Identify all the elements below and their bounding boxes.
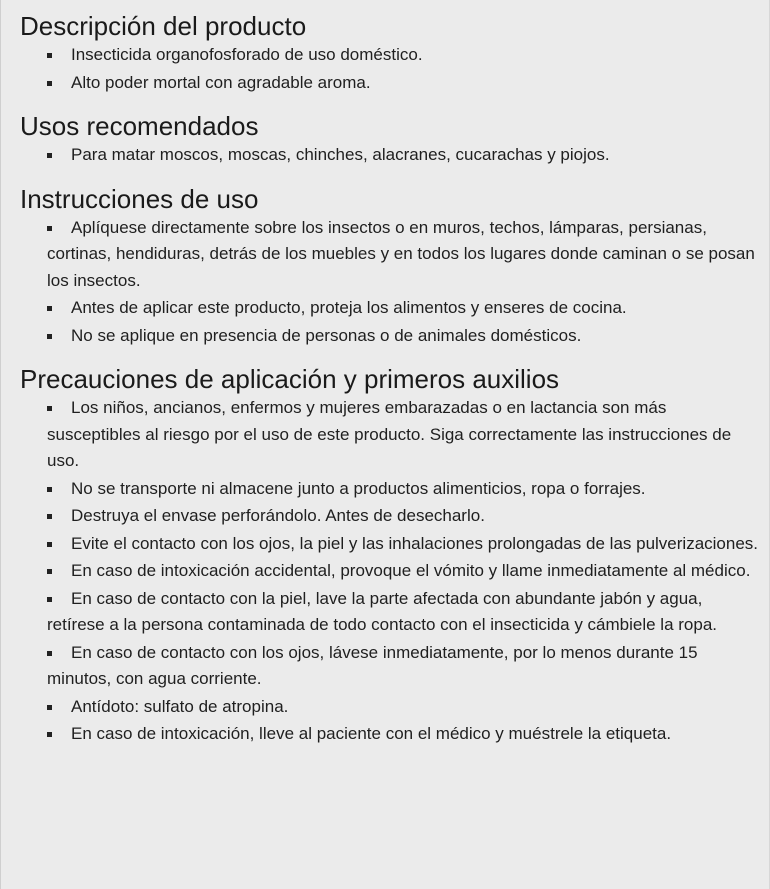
list-item-text: No se aplique en presencia de personas o de animales domésticos.: [71, 325, 582, 345]
square-bullet-icon: [47, 705, 52, 710]
list-item-text: Alto poder mortal con agradable aroma.: [71, 72, 371, 92]
square-bullet-icon: [47, 53, 52, 58]
square-bullet-icon: [47, 226, 52, 231]
list-item: [20, 640, 760, 693]
list-item-text: En caso de contacto con la piel, lave la parte afectada con abundante jabón y agua, retírese a la persona contaminada de todo contacto con el insecticida y cámbiele la ropa.: [47, 588, 718, 634]
section-title: Descripción del producto: [20, 11, 307, 41]
list-item-text: Insecticida organofosforado de uso doméstico.: [71, 45, 423, 64]
list-item: [20, 531, 760, 558]
page-left-border: [0, 0, 1, 889]
list-item-text: Antídoto: sulfato de atropina.: [71, 696, 289, 716]
section-recommended-uses: [20, 110, 760, 169]
square-bullet-icon: [47, 651, 52, 656]
product-document: [20, 10, 760, 749]
list-item-text: En caso de intoxicación, lleve al paciente con el médico y muéstrele la etiqueta.: [71, 724, 672, 743]
square-bullet-icon: [47, 569, 52, 574]
section-usage-instructions: [20, 183, 760, 350]
square-bullet-icon: [47, 732, 52, 737]
section-precautions-first-aid: [20, 363, 760, 748]
square-bullet-icon: [47, 406, 52, 411]
section-title: Instrucciones de uso: [20, 183, 259, 214]
list-item: [20, 215, 760, 295]
square-bullet-icon: [47, 153, 52, 158]
list-item: [20, 586, 760, 639]
list-item: [20, 295, 760, 322]
list-item-text: Evite el contacto con los ojos, la piel y las inhalaciones prolongadas de las pulverizaciones.: [71, 533, 759, 553]
list-item: [20, 503, 760, 530]
square-bullet-icon: [47, 334, 52, 339]
list-item: [20, 395, 760, 475]
list-item-text: No se transporte ni almacene junto a productos alimenticios, ropa o forrajes.: [71, 478, 646, 498]
list-item: [20, 694, 760, 721]
list-item-text: Aplíquese directamente sobre los insectos o en muros, techos, lámparas, persianas, cortinas, hendiduras, detrás de los muebles y en todos los lugares donde caminan o se posan los insectos.: [47, 217, 755, 290]
list-item-text: Antes de aplicar este producto, proteja los alimentos y enseres de cocina.: [71, 298, 627, 317]
list-item-text: En caso de contacto con los ojos, lávese inmediatamente, por lo menos durante 15 minutos, con agua corriente.: [47, 642, 698, 688]
square-bullet-icon: [47, 81, 52, 86]
section-product-description: [20, 10, 760, 96]
list-item: [20, 142, 760, 169]
list-item-text: Destruya el envase perforándolo. Antes de desecharlo.: [71, 506, 485, 525]
square-bullet-icon: [47, 514, 52, 519]
square-bullet-icon: [47, 306, 52, 311]
square-bullet-icon: [47, 487, 52, 492]
square-bullet-icon: [47, 597, 52, 602]
list-item-text: Los niños, ancianos, enfermos y mujeres embarazadas o en lactancia son más susceptibles al riesgo por el uso de este producto. Siga correctamente las instrucciones de uso.: [47, 398, 732, 470]
list-item-text: Para matar moscos, moscas, chinches, alacranes, cucarachas y piojos.: [71, 145, 610, 164]
bullet-list: [20, 395, 760, 748]
list-item: [20, 558, 760, 585]
list-item: [20, 323, 760, 350]
bullet-list: [20, 215, 760, 350]
list-item: [20, 721, 760, 748]
bullet-list: [20, 142, 760, 169]
bullet-list: [20, 42, 760, 96]
list-item: [20, 476, 760, 503]
square-bullet-icon: [47, 542, 52, 547]
list-item-text: En caso de intoxicación accidental, provoque el vómito y llame inmediatamente al médico.: [71, 561, 751, 580]
section-title: Usos recomendados: [20, 111, 259, 141]
section-title: Precauciones de aplicación y primeros auxilios: [20, 364, 560, 394]
list-item: [20, 70, 760, 97]
list-item: [20, 42, 760, 69]
